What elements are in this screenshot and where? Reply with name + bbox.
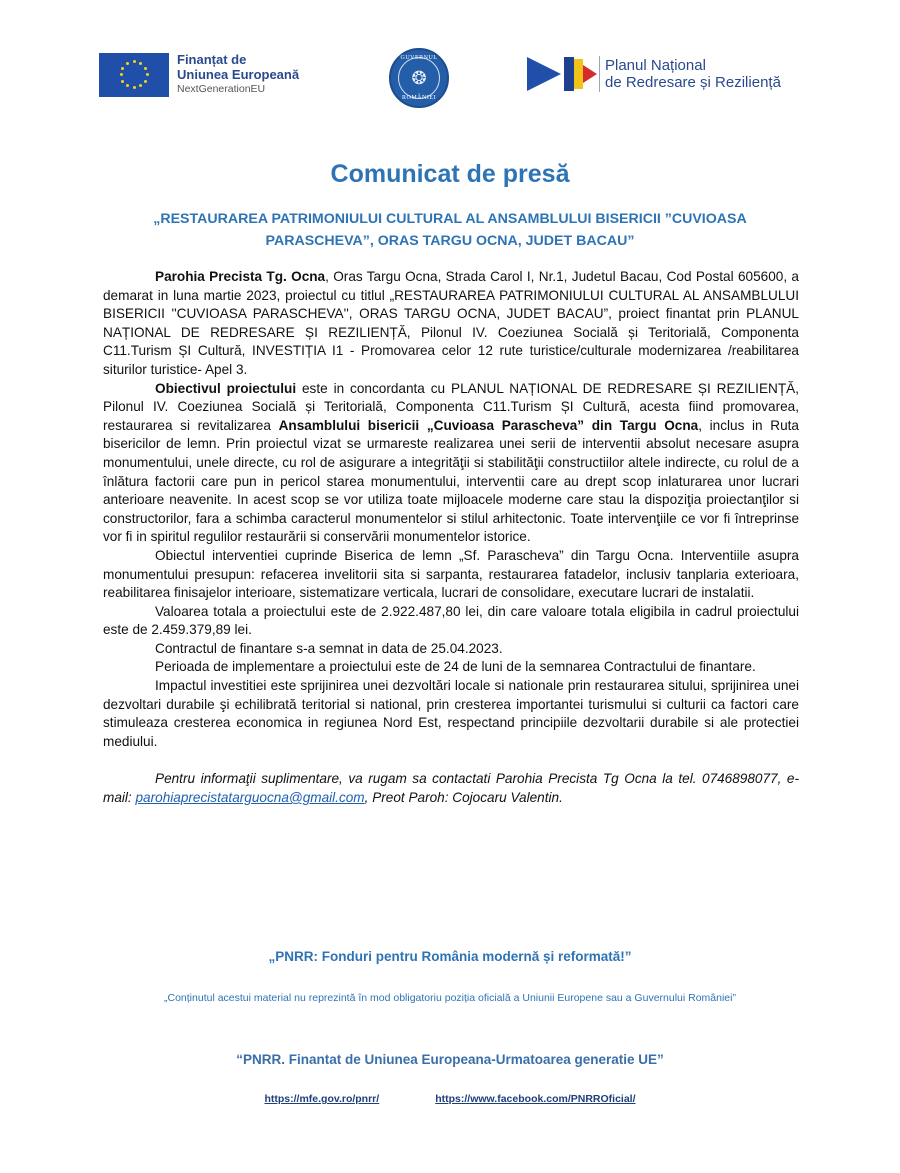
eu-flag-icon xyxy=(99,53,169,97)
eu-star-icon xyxy=(120,73,123,76)
facebook-pnrr-link[interactable]: https://www.facebook.com/PNRROficial/ xyxy=(435,1093,636,1105)
guvernul-romaniei-seal-icon xyxy=(389,48,449,108)
press-release-body xyxy=(103,268,799,808)
eu-star-icon xyxy=(146,73,149,76)
footer-motto: “PNRR. Finantat de Uniunea Europeana-Urmatoarea generatie UE” xyxy=(236,1052,664,1067)
pnrr-logo-line1: Planul Național xyxy=(605,57,706,74)
logo-divider xyxy=(599,56,600,92)
paragraph-impact: Impactul investitiei este sprijinirea unei dezvoltări locale si nationale prin restaurarea sitului, sprijinirea unei dezvoltari durabile şi echilibrată teritorial si national, prin cresterea importantei turismului si culturii ca factori care stimuleaza cresterea economica in regiunea Nord Est, respectand principiile dezvoltarii durabile si ale protectiei mediului. xyxy=(103,678,799,749)
eu-star-icon xyxy=(144,67,147,70)
paragraph-intervention: Obiectul interventiei cuprinde Biserica de lemn „Sf. Parascheva” din Targu Ocna. Interventiile asupra monumentului presupun: refacerea invelitorii sita si sarpanta, restaurarea fatadelor, inclusiv tanplaria exterioara, reabilitarea finisajelor interioare, sistematizare verticala, lucrari de consolidare, executare lucrari de instalatii. xyxy=(103,547,799,601)
eu-star-icon xyxy=(139,84,142,87)
eu-star-icon xyxy=(126,62,129,65)
beneficiary-name: Parohia Precista Tg. Ocna xyxy=(155,269,326,284)
project-subtitle: „RESTAURAREA PATRIMONIULUI CULTURAL AL ANSAMBLULUI BISERICII ”CUVIOASA PARASCHEVA”, ORAS TARGU OCNA, JUDET BACAU” xyxy=(153,211,747,249)
logo-header xyxy=(0,44,900,116)
eu-star-icon xyxy=(121,67,124,70)
pnrr-slogan: „PNRR: Fonduri pentru România modernă și reformată!” xyxy=(268,949,632,964)
paragraph-contract-date: Contractul de finantare s-a semnat in data de 25.04.2023. xyxy=(155,640,503,656)
paragraph-implementation-period: Perioada de implementare a proiectului este de 24 de luni de la semnarea Contractului de finantare. xyxy=(155,659,756,675)
disclaimer: „Conținutul acestui material nu reprezintă în mod obligatoriu poziția oficială a Uniunii Europene sau a Guvernului României” xyxy=(164,992,736,1004)
objective-label: Obiectivul proiectului xyxy=(155,380,297,396)
paragraph-value: Valoarea totala a proiectului este de 2.922.487,80 lei, din care valoare totala eligibila in cadrul proiectului este de 2.459.379,89 lei. xyxy=(103,603,799,638)
seal-bottom-text: ROMÂNIEI xyxy=(402,95,436,101)
seal-top-text: GUVERNUL xyxy=(400,55,438,61)
eu-star-icon xyxy=(139,62,142,65)
eu-logo-line1: Finanțat de xyxy=(177,52,247,67)
eu-star-icon xyxy=(126,84,129,87)
pnrr-logo xyxy=(527,56,781,92)
church-ensemble-name: Ansamblului bisericii „Cuvioasa Parascheva” din Targu Ocna xyxy=(278,417,699,433)
page-title: Comunicat de presă xyxy=(330,160,570,188)
eu-funding-logo xyxy=(99,52,299,97)
pnrr-flag-arrows-icon xyxy=(527,57,597,91)
eu-logo-line3: NextGenerationEU xyxy=(177,83,266,95)
eu-logo-text xyxy=(177,52,299,97)
mfe-pnrr-link[interactable]: https://mfe.gov.ro/pnrr/ xyxy=(264,1093,380,1105)
eu-star-icon xyxy=(121,80,124,83)
eu-star-icon xyxy=(133,86,136,89)
pnrr-logo-line2: de Redresare și Reziliență xyxy=(605,74,781,91)
eu-logo-line2: Uniunea Europeană xyxy=(177,67,300,82)
eu-star-icon xyxy=(144,80,147,83)
eu-star-icon xyxy=(133,60,136,63)
eagle-icon: ❂ xyxy=(398,57,440,99)
contact-info: Pentru informaţii suplimentare, va rugam sa contactati Parohia Precista Tg Ocna la tel. 0746898077, e-mail: parohiaprecistatarguocna@gmail.com, Preot Paroh: Cojocaru Valentin. xyxy=(103,771,799,806)
footer-links xyxy=(0,1093,900,1105)
email-link[interactable]: parohiaprecistatarguocna@gmail.com xyxy=(135,790,365,806)
pnrr-logo-text xyxy=(605,57,781,91)
paragraph-beneficiary: Parohia Precista Tg. Ocna, Oras Targu Ocna, Strada Carol I, Nr.1, Judetul Bacau, Cod Postal 605600, a demarat in luna martie 2023, proiectul cu titlul „RESTAURAREA PATRIMONIULUI CULTURAL AL ANSAMBLULUI BISERICII ''CUVIOASA PARASCHEVA'', ORAS TARGU OCNA, JUDET BACAU”, proiect finantat prin PLANUL NAȚIONAL DE REDRESARE ȘI REZILIENȚĂ, Pilonul IV. Coeziunea Socială și Teritorială, Componenta C11.Turism ȘI Cultură, INVESTIȚIA I1 - Promovarea celor 12 rute turistice/culturale modernizarea /reabilitarea siturilor turistice- Apel 3. xyxy=(103,269,799,377)
paragraph-objective: Obiectivul proiectului este in concordanta cu PLANUL NAȚIONAL DE REDRESARE ȘI REZILIENȚĂ, Pilonul IV. Coeziunea Socială și Teritorială, Componenta C11.Turism ȘI Cultură, acesta fiind promovarea, restaurarea si revitalizarea Ansamblului bisericii „Cuvioasa Parascheva” din Targu Ocna, inclus in Ruta bisericilor de lemn. Prin proiectul vizat se urmareste realizarea unei serii de interventii absolut necesare asupra monumentului, unele directe, cu rol de asigurare a integrităţii si stabilităţii constructiilor altele indirecte, cu rolul de a înlătura factorii care pun in pericol starea monumentului, interventii care au drept scop inlaturarea unor lucrari anterioare neavenite. In acest scop se vor utiliza toate mijloacele moderne care stau la dispoziţia proiectanţilor si constructorilor, fara a schimba caracterul monumentelor si stilul arhitectonic. Toate intervenţiile ce vor fi întreprinse vor fi in spiritul regulilor restaurării si conservării monumentelor istorice. xyxy=(103,380,799,545)
